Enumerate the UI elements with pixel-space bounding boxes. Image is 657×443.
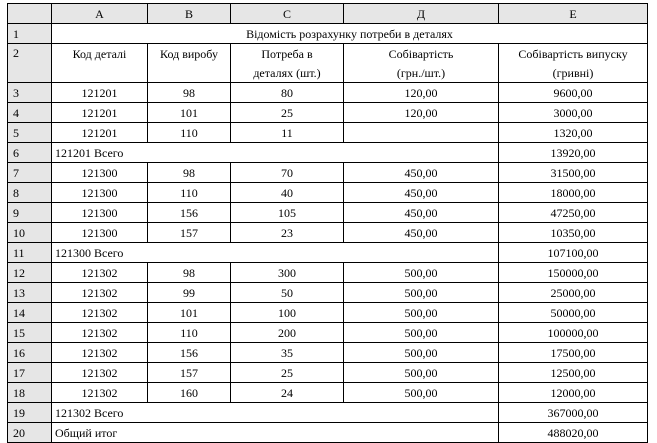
cell-product-code[interactable]: 157	[148, 223, 231, 243]
column-header-row	[8, 4, 648, 24]
row-number[interactable]: 12	[8, 263, 52, 283]
row-number[interactable]: 19	[8, 403, 52, 423]
row-number[interactable]: 13	[8, 283, 52, 303]
cell-output-cost[interactable]: 150000,00	[499, 263, 648, 283]
cell-output-cost[interactable]: 13920,00	[499, 143, 648, 163]
cell-output-cost[interactable]: 3000,00	[499, 103, 648, 123]
cell-unit-cost[interactable]: 450,00	[344, 183, 499, 203]
header-cell-output-cost-cont[interactable]: (гривні)	[499, 63, 648, 83]
row-number[interactable]: 17	[8, 363, 52, 383]
subtotal-row	[8, 423, 648, 443]
cell-output-cost[interactable]: 12500,00	[499, 363, 648, 383]
cell-demand[interactable]: 25	[231, 103, 344, 123]
cell-detail-code[interactable]: 121302	[52, 303, 148, 323]
header-cell-detail-code[interactable]: Код деталі	[52, 44, 148, 64]
row-number[interactable]: 11	[8, 243, 52, 263]
cell-demand[interactable]: 80	[231, 83, 344, 103]
cell-product-code[interactable]: 98	[148, 83, 231, 103]
header-cell-product-code-cont[interactable]	[148, 63, 231, 83]
cell-demand[interactable]: 50	[231, 283, 344, 303]
header-row	[8, 44, 648, 64]
cell-demand[interactable]: 40	[231, 183, 344, 203]
header-cell-unit-cost-cont[interactable]: (грн./шт.)	[344, 63, 499, 83]
cell-output-cost[interactable]: 10350,00	[499, 223, 648, 243]
cell-unit-cost[interactable]: 500,00	[344, 383, 499, 403]
header-row-continued	[8, 63, 648, 83]
cell-demand[interactable]: 300	[231, 263, 344, 283]
cell-detail-code[interactable]: 121201	[52, 83, 148, 103]
table-row	[8, 363, 648, 383]
table-row	[8, 343, 648, 363]
cell-output-cost[interactable]: 25000,00	[499, 283, 648, 303]
cell-output-cost[interactable]: 17500,00	[499, 343, 648, 363]
cell-demand[interactable]: 23	[231, 223, 344, 243]
row-number[interactable]: 16	[8, 343, 52, 363]
cell-output-cost[interactable]: 100000,00	[499, 323, 648, 343]
cell-detail-code[interactable]: 121302	[52, 363, 148, 383]
header-cell-detail-code-cont[interactable]	[52, 63, 148, 83]
row-number[interactable]: 6	[8, 143, 52, 163]
cell-output-cost[interactable]: 9600,00	[499, 83, 648, 103]
cell-detail-code[interactable]: 121302	[52, 263, 148, 283]
cell-product-code[interactable]: 98	[148, 263, 231, 283]
row-number[interactable]: 9	[8, 203, 52, 223]
row-number[interactable]: 2	[8, 44, 52, 83]
cell-detail-code[interactable]: 121302	[52, 323, 148, 343]
sheet-title-cell[interactable]: Відомість розрахунку потреби в деталях	[52, 24, 648, 44]
subtotal-label-cell[interactable]: 121201 Всего	[52, 143, 499, 163]
cell-detail-code[interactable]: 121302	[52, 343, 148, 363]
cell-detail-code[interactable]: 121300	[52, 183, 148, 203]
header-cell-demand[interactable]: Потреба в	[231, 44, 344, 64]
row-number[interactable]: 1	[8, 24, 52, 44]
cell-unit-cost[interactable]: 500,00	[344, 263, 499, 283]
header-cell-demand-cont[interactable]: деталях (шт.)	[231, 63, 344, 83]
cell-product-code[interactable]: 101	[148, 303, 231, 323]
cell-product-code[interactable]: 101	[148, 103, 231, 123]
subtotal-label-cell[interactable]: 121302 Всего	[52, 403, 499, 423]
cell-unit-cost[interactable]: 450,00	[344, 223, 499, 243]
column-header-a[interactable]: A	[52, 4, 148, 24]
cell-output-cost[interactable]: 367000,00	[499, 403, 648, 423]
cell-output-cost[interactable]: 488020,00	[499, 423, 648, 443]
column-header-c[interactable]: C	[231, 4, 344, 24]
cell-detail-code[interactable]: 121300	[52, 203, 148, 223]
table-row	[8, 123, 648, 143]
subtotal-label-cell[interactable]: Общий итог	[52, 423, 499, 443]
cell-demand[interactable]: 70	[231, 163, 344, 183]
subtotal-label-cell[interactable]: 121300 Всего	[52, 243, 499, 263]
table-row	[8, 303, 648, 323]
table-row	[8, 183, 648, 203]
header-cell-unit-cost[interactable]: Собівартість	[344, 44, 499, 64]
table-row	[8, 283, 648, 303]
cell-output-cost[interactable]: 18000,00	[499, 183, 648, 203]
cell-detail-code[interactable]: 121302	[52, 283, 148, 303]
cell-output-cost[interactable]: 12000,00	[499, 383, 648, 403]
cell-unit-cost[interactable]: 500,00	[344, 363, 499, 383]
spreadsheet	[7, 3, 648, 443]
subtotal-row	[8, 243, 648, 263]
table-row	[8, 223, 648, 243]
cell-output-cost[interactable]: 107100,00	[499, 243, 648, 263]
cell-product-code[interactable]: 156	[148, 203, 231, 223]
header-cell-output-cost[interactable]: Собівартість випуску	[499, 44, 648, 64]
cell-unit-cost[interactable]: 450,00	[344, 203, 499, 223]
row-number[interactable]: 4	[8, 103, 52, 123]
corner-cell[interactable]	[8, 4, 52, 24]
cell-unit-cost[interactable]: 500,00	[344, 283, 499, 303]
subtotal-row	[8, 143, 648, 163]
table-row	[8, 83, 648, 103]
cell-output-cost[interactable]: 1320,00	[499, 123, 648, 143]
cell-unit-cost[interactable]: 120,00	[344, 83, 499, 103]
cell-detail-code[interactable]: 121201	[52, 103, 148, 123]
row-number[interactable]: 7	[8, 163, 52, 183]
cell-demand[interactable]: 200	[231, 323, 344, 343]
cell-product-code[interactable]: 99	[148, 283, 231, 303]
row-number[interactable]: 20	[8, 423, 52, 443]
cell-product-code[interactable]: 156	[148, 343, 231, 363]
row-number[interactable]: 5	[8, 123, 52, 143]
cell-unit-cost[interactable]: 500,00	[344, 323, 499, 343]
column-header-b[interactable]: B	[148, 4, 231, 24]
title-row	[8, 24, 648, 44]
row-number[interactable]: 18	[8, 383, 52, 403]
cell-product-code[interactable]: 98	[148, 163, 231, 183]
cell-detail-code[interactable]: 121201	[52, 123, 148, 143]
cell-detail-code[interactable]: 121302	[52, 383, 148, 403]
cell-product-code[interactable]: 157	[148, 363, 231, 383]
row-number[interactable]: 3	[8, 83, 52, 103]
cell-product-code[interactable]: 110	[148, 123, 231, 143]
table-row	[8, 323, 648, 343]
table-row	[8, 263, 648, 283]
row-number[interactable]: 15	[8, 323, 52, 343]
cell-product-code[interactable]: 110	[148, 323, 231, 343]
cell-product-code[interactable]: 110	[148, 183, 231, 203]
cell-demand[interactable]: 24	[231, 383, 344, 403]
cell-unit-cost[interactable]: 500,00	[344, 303, 499, 323]
cell-product-code[interactable]: 160	[148, 383, 231, 403]
cell-demand[interactable]: 11	[231, 123, 344, 143]
spreadsheet-grid	[7, 3, 648, 443]
column-header-d[interactable]: Д	[344, 4, 499, 24]
cell-unit-cost[interactable]: 450,00	[344, 163, 499, 183]
header-cell-product-code[interactable]: Код виробу	[148, 44, 231, 64]
cell-demand[interactable]: 35	[231, 343, 344, 363]
cell-unit-cost[interactable]: 500,00	[344, 343, 499, 363]
cell-unit-cost[interactable]	[344, 123, 499, 143]
cell-detail-code[interactable]: 121300	[52, 223, 148, 243]
row-number[interactable]: 8	[8, 183, 52, 203]
subtotal-row	[8, 403, 648, 423]
cell-unit-cost[interactable]: 120,00	[344, 103, 499, 123]
cell-output-cost[interactable]: 31500,00	[499, 163, 648, 183]
table-row	[8, 383, 648, 403]
column-header-e[interactable]: E	[499, 4, 648, 24]
row-number[interactable]: 10	[8, 223, 52, 243]
table-row	[8, 163, 648, 183]
cell-demand[interactable]: 100	[231, 303, 344, 323]
cell-output-cost[interactable]: 47250,00	[499, 203, 648, 223]
cell-demand[interactable]: 25	[231, 363, 344, 383]
cell-output-cost[interactable]: 50000,00	[499, 303, 648, 323]
table-row	[8, 103, 648, 123]
cell-detail-code[interactable]: 121300	[52, 163, 148, 183]
row-number[interactable]: 14	[8, 303, 52, 323]
table-row	[8, 203, 648, 223]
cell-demand[interactable]: 105	[231, 203, 344, 223]
